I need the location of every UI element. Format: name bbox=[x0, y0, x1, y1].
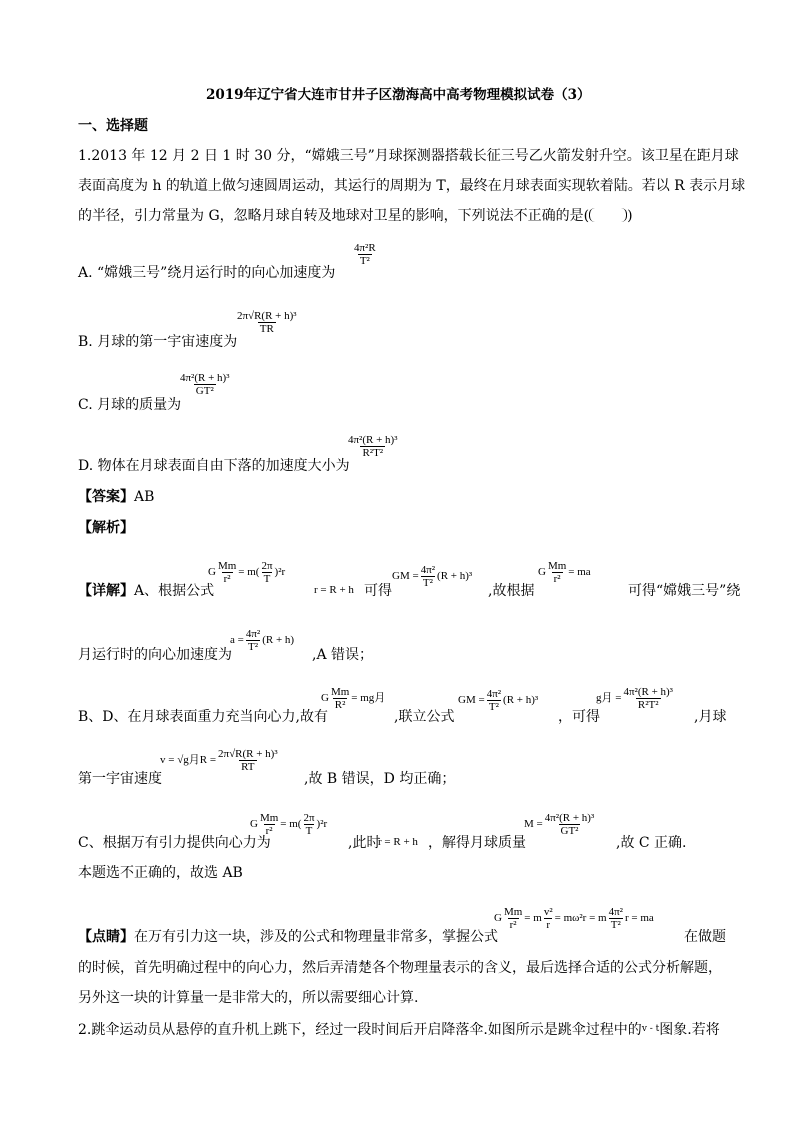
detail-c-text-2: ,此时 bbox=[348, 835, 381, 851]
option-b: B. 月球的第一宇宙速度为 bbox=[78, 334, 238, 350]
formula-e3: GM = $\frac{\text{4π²}}{\text{T²}}$ (R + h)³ bbox=[392, 564, 473, 589]
detail-b-text-2: ,联立公式 bbox=[394, 709, 455, 725]
formula-e10: G $\frac{Mm}{\text{r²}}$ = m( $\frac{2\pi}{T}$ )²r bbox=[250, 812, 328, 837]
answer-line: 【答案】AB bbox=[78, 489, 155, 505]
q1-line-3: 的半径，引力常量为 G，忽略月球自转及地球对卫星的影响，下列说法不正确的是( ) bbox=[78, 208, 633, 224]
formula-e6: G $\frac{Mm}{\text{R²}}$ = mg月 bbox=[321, 686, 386, 711]
detail-c-text-3: ，解得月球质量 bbox=[428, 835, 526, 851]
detail-a-text-6: ,A 错误； bbox=[312, 647, 374, 663]
conclusion: 本题选不正确的，故选 AB bbox=[78, 865, 243, 881]
formula-e12: M = $\frac{\text{4π²(R + h)³}}{\text{GT²}}$ bbox=[524, 812, 595, 837]
detail-b-text-6: ,故 B 错误，D 均正确； bbox=[304, 771, 456, 787]
detail-b-text-5: 第一宇宙速度 bbox=[78, 771, 162, 787]
formula-e9: v = √g月R = $\frac{\text{2π√R(R + h)³}}{RT}$ bbox=[160, 748, 278, 773]
formula-e2: r = R + h bbox=[314, 584, 354, 596]
option-d: D. 物体在月球表面自由下落的加速度大小为 bbox=[78, 458, 350, 474]
detail-c-line: C、根据万有引力提供向心力为 bbox=[78, 835, 271, 851]
analysis-tag: 【解析】 bbox=[78, 520, 134, 536]
tip-line-1: 【点睛】在万有引力这一块，涉及的公式和物理量非常多，掌握公式 bbox=[78, 929, 498, 945]
option-a: A. “嫦娥三号”绕月运行时的向心加速度为 bbox=[78, 265, 336, 281]
detail-a-text-5: 月运行时的向心加速度为 bbox=[78, 647, 232, 663]
q2-line-1: 2.跳伞运动员从悬停的直升机上跳下，经过一段时间后开启降落伞.如图所示是跳伞过程中的$^{v - t}$图象.若将 bbox=[78, 1022, 720, 1038]
detail-c-text-4: ,故 C 正确. bbox=[616, 835, 687, 851]
detail-b-text-4: ,月球 bbox=[694, 709, 727, 725]
detail-b-text-3: ，可得 bbox=[558, 709, 600, 725]
formula-a: $\frac{\text{4π²R}}{\text{T²}}$ bbox=[354, 242, 376, 267]
answer-blank bbox=[589, 208, 627, 222]
section-heading: 一、选择题 bbox=[78, 118, 148, 134]
formula-e11: r = R + h bbox=[378, 836, 418, 848]
formula-e7: GM = $\frac{\text{4π²}}{\text{T²}}$ (R + h)³ bbox=[458, 688, 539, 713]
formula-e1: G $\frac{Mm}{\text{r²}}$ = m( $\frac{2\pi}{T}$ )²r bbox=[208, 560, 286, 585]
detail-b-line: B、D、在月球表面重力充当向心力,故有 bbox=[78, 709, 328, 725]
formula-d: $\frac{\text{4π²(R + h)³}}{\text{R²T²}}$ bbox=[348, 434, 398, 459]
doc-title: 2019年辽宁省大连市甘井子区渤海高中高考物理模拟试卷（3） bbox=[206, 87, 591, 103]
formula-c: $\frac{\text{4π²(R + h)³}}{\text{GT²}}$ bbox=[180, 372, 230, 397]
detail-a-text-2: 可得 bbox=[364, 583, 392, 599]
tip-line-3: 的时候，首先明确过程中的向心力，然后弄清楚各个物理量表示的含义，最后选择合适的公式分析解题， bbox=[78, 960, 722, 976]
detail-a-text-4: 可得“嫦娥三号”绕 bbox=[628, 583, 741, 599]
formula-e8: g月 = $\frac{\text{4π²(R + h)³}}{\text{R²T²}}$ bbox=[596, 686, 673, 711]
formula-e5: a = $\frac{\text{4π²}}{\text{T²}}$ (R + h) bbox=[230, 628, 295, 653]
vt-graph-label: v - t bbox=[641, 1024, 660, 1034]
formula-b: $\frac{\text{2π√R(R + h)³}}{TR}$ bbox=[237, 310, 297, 335]
tip-text-2: 在做题 bbox=[684, 929, 726, 945]
formula-e13: G $\frac{Mm}{\text{r²}}$ = m $\frac{\text{v²}}{r}$ = mω²r = m $\frac{\text{4π²}}{\text{T²}}$ r = ma bbox=[494, 906, 654, 931]
tip-line-4: 另外这一块的计算量一是非常大的，所以需要细心计算. bbox=[78, 990, 419, 1006]
detail-a-text-3: ,故根据 bbox=[488, 583, 535, 599]
formula-e4: G $\frac{Mm}{\text{r²}}$ = ma bbox=[538, 560, 591, 585]
q1-line-1: 1.2013 年 12 月 2 日 1 时 30 分，“嫦娥三号”月球探测器搭载长征三号乙火箭发射升空。该卫星在距月球 bbox=[78, 148, 739, 164]
detail-a-line: 【详解】A、根据公式 bbox=[78, 583, 215, 599]
option-c: C. 月球的质量为 bbox=[78, 397, 182, 413]
q1-line-2: 表面高度为 h 的轨道上做匀速圆周运动，其运行的周期为 T，最终在月球表面实现软着陆。若以 R 表示月球 bbox=[78, 178, 746, 194]
